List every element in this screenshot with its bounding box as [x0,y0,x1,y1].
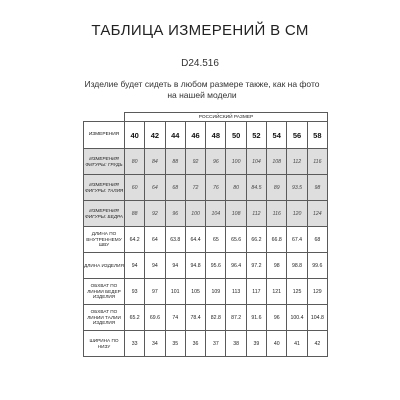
table-cell: 60 [125,175,145,201]
product-code: D24.516 [181,58,219,69]
table-cell: 108 [267,149,287,175]
table-cell: 65.2 [125,305,145,331]
table-cell: 80 [125,149,145,175]
table-cell: 94 [165,253,185,279]
table-row [84,305,328,331]
table-cell: 94 [145,253,165,279]
table-cell: 65.6 [226,227,246,253]
size-header-cell: 42 [145,122,165,149]
size-group-header: РОССИЙСКИЙ РАЗМЕР [125,113,328,122]
row-label: ОБХВАТ ПО ЛИНИИ ТАЛИИ ИЗДЕЛИЯ [84,305,125,331]
table-cell: 96 [165,201,185,227]
table-cell: 82.8 [206,305,226,331]
table-cell: 69.6 [145,305,165,331]
table-cell: 112 [246,201,266,227]
table-cell: 63.8 [165,227,185,253]
table-cell: 95.6 [206,253,226,279]
row-label: ШИРИНА ПО НИЗУ [84,331,125,357]
table-cell: 33 [125,331,145,357]
table-cell: 39 [246,331,266,357]
table-cell: 37 [206,331,226,357]
row-label: ИЗМЕРЕНИЯ ФИГУРЫ: ТАЛИЯ [84,175,125,201]
table-cell: 84.5 [246,175,266,201]
table-cell: 113 [226,279,246,305]
table-cell: 116 [267,201,287,227]
table-cell: 34 [145,331,165,357]
row-label: ДЛИНА ПО ВНУТРЕННЕМУ ШВУ [84,227,125,253]
table-cell: 84 [145,149,165,175]
table-cell: 116 [307,149,327,175]
table-row [84,331,328,357]
table-cell: 80 [226,175,246,201]
table-cell: 104 [206,201,226,227]
table-cell: 124 [307,201,327,227]
table-cell: 121 [267,279,287,305]
table-cell: 72 [185,175,205,201]
table-cell: 101 [165,279,185,305]
table-corner-blank [84,113,125,122]
table-cell: 88 [125,201,145,227]
size-header-cell: 52 [246,122,266,149]
table-cell: 68 [165,175,185,201]
table-row [84,175,328,201]
size-header-cell: 40 [125,122,145,149]
table-cell: 67.4 [287,227,307,253]
table-row [84,227,328,253]
table-cell: 76 [206,175,226,201]
table-cell: 35 [165,331,185,357]
table-cell: 100.4 [287,305,307,331]
table-row [84,253,328,279]
table-cell: 98 [307,175,327,201]
table-cell: 64.4 [185,227,205,253]
table-cell: 93 [125,279,145,305]
table-row [84,279,328,305]
table-cell: 129 [307,279,327,305]
table-row [84,149,328,175]
table-cell: 97.2 [246,253,266,279]
table-cell: 87.2 [226,305,246,331]
table-cell: 64 [145,227,165,253]
table-cell: 108 [226,201,246,227]
table-cell: 65 [206,227,226,253]
table-cell: 96 [206,149,226,175]
table-cell: 98.8 [287,253,307,279]
table-cell: 94 [125,253,145,279]
table-cell: 109 [206,279,226,305]
size-header-cell: 46 [185,122,205,149]
row-label: ИЗМЕРЕНИЯ ФИГУРЫ: ГРУДЬ [84,149,125,175]
table-cell: 93.5 [287,175,307,201]
table-cell: 98 [267,253,287,279]
table-cell: 92 [145,201,165,227]
table-cell: 74 [165,305,185,331]
table-cell: 120 [287,201,307,227]
page-title: ТАБЛИЦА ИЗМЕРЕНИЙ В СМ [91,22,309,39]
table-cell: 78.4 [185,305,205,331]
table-cell: 36 [185,331,205,357]
table-cell: 88 [165,149,185,175]
table-cell: 92 [185,149,205,175]
table-cell: 117 [246,279,266,305]
table-row [84,201,328,227]
size-header-cell: 50 [226,122,246,149]
table-cell: 112 [287,149,307,175]
size-header-cell: 58 [307,122,327,149]
table-cell: 105 [185,279,205,305]
table-cell: 91.6 [246,305,266,331]
table-cell: 38 [226,331,246,357]
size-header-cell: 56 [287,122,307,149]
table-cell: 96.4 [226,253,246,279]
table-cell: 104.8 [307,305,327,331]
table-cell: 97 [145,279,165,305]
table-cell: 68 [307,227,327,253]
row-label: ИЗМЕРЕНИЯ ФИГУРЫ: БЕДРА [84,201,125,227]
table-cell: 125 [287,279,307,305]
table-cell: 100 [226,149,246,175]
table-cell: 40 [267,331,287,357]
table-cell: 42 [307,331,327,357]
size-header-cell: 44 [165,122,185,149]
size-header-cell: 48 [206,122,226,149]
row-label: ОБХВАТ ПО ЛИНИИ БЕДЕР ИЗДЕЛИЯ [84,279,125,305]
table-cell: 64 [145,175,165,201]
row-label: ДЛИНА ИЗДЕЛИЯ [84,253,125,279]
table-cell: 94.8 [185,253,205,279]
table-cell: 64.2 [125,227,145,253]
table-cell: 96 [267,305,287,331]
size-chart-table [83,112,328,357]
table-cell: 89 [267,175,287,201]
size-header-cell: 54 [267,122,287,149]
table-cell: 66.2 [246,227,266,253]
table-cell: 99.6 [307,253,327,279]
table-cell: 104 [246,149,266,175]
fit-note: Изделие будет сидеть в любом размере также, как на фото на нашей модели [84,79,320,100]
table-cell: 100 [185,201,205,227]
table-cell: 41 [287,331,307,357]
table-cell: 66.8 [267,227,287,253]
measurements-header: ИЗМЕРЕНИЯ [84,122,125,149]
